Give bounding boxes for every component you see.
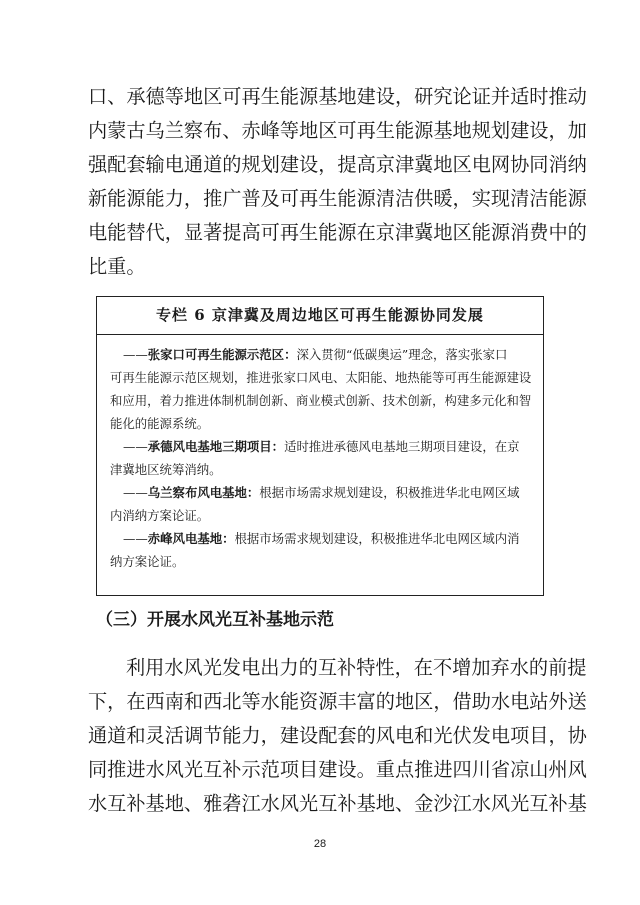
feature-box-title: 专栏 6 京津冀及周边地区可再生能源协同发展 (97, 297, 543, 335)
box-item-text: 纳方案论证。 (110, 554, 185, 569)
text-line: 比重。 (88, 255, 146, 278)
text-line: 同推进水风光互补示范项目建设。重点推进四川省凉山州风 (88, 758, 587, 781)
text-line: 通道和灵活调节能力，建设配套的风电和光伏发电项目，协 (88, 724, 587, 747)
box-item-zhangjiakou: ——张家口可再生能源示范区：深入贯彻“低碳奥运”理念，落实张家口 (123, 347, 508, 362)
text-line: 水互补基地、雅砻江水风光互补基地、金沙江水风光互补基 (88, 792, 587, 815)
box-item-text: 津冀地区统筹消纳。 (110, 462, 222, 477)
text-line: 内蒙古乌兰察布、赤峰等地区可再生能源基地规划建设，加 (88, 119, 587, 142)
feature-box (96, 296, 544, 596)
box-item-text: 可再生能源示范区规划，推进张家口风电、太阳能、地热能等可再生能源建设 (110, 370, 532, 385)
box-item-text: 内消纳方案论证。 (110, 508, 210, 523)
box-item-text: 能化的能源系统。 (110, 416, 210, 431)
box-item-chifeng: ——赤峰风电基地：根据市场需求规划建设，积极推进华北电网区域内消 (123, 531, 520, 546)
box-item-chengde: ——承德风电基地三期项目：适时推进承德风电基地三期项目建设，在京 (123, 439, 520, 454)
text-line: 口、承德等地区可再生能源基地建设，研究论证并适时推动 (88, 85, 587, 108)
box-item-text: 和应用，着力推进体制机制创新、商业模式创新、技术创新，构建多元化和智 (110, 393, 532, 408)
text-line: 新能源能力，推广普及可再生能源清洁供暖，实现清洁能源 (88, 187, 587, 210)
page-number: 28 (313, 838, 327, 850)
text-line: 强配套输电通道的规划建设，提高京津冀地区电网协同消纳 (88, 153, 587, 176)
section-heading: （三）开展水风光互补基地示范 (96, 610, 334, 630)
box-item-wulanchabu: ——乌兰察布风电基地：根据市场需求规划建设，积极推进华北电网区域 (123, 485, 520, 500)
text-line: 电能替代，显著提高可再生能源在京津冀地区能源消费中的 (88, 221, 587, 244)
text-line: 利用水风光发电出力的互补特性，在不增加弃水的前提 (126, 656, 587, 679)
text-line: 下，在西南和西北等水能资源丰富的地区，借助水电站外送 (88, 690, 587, 713)
